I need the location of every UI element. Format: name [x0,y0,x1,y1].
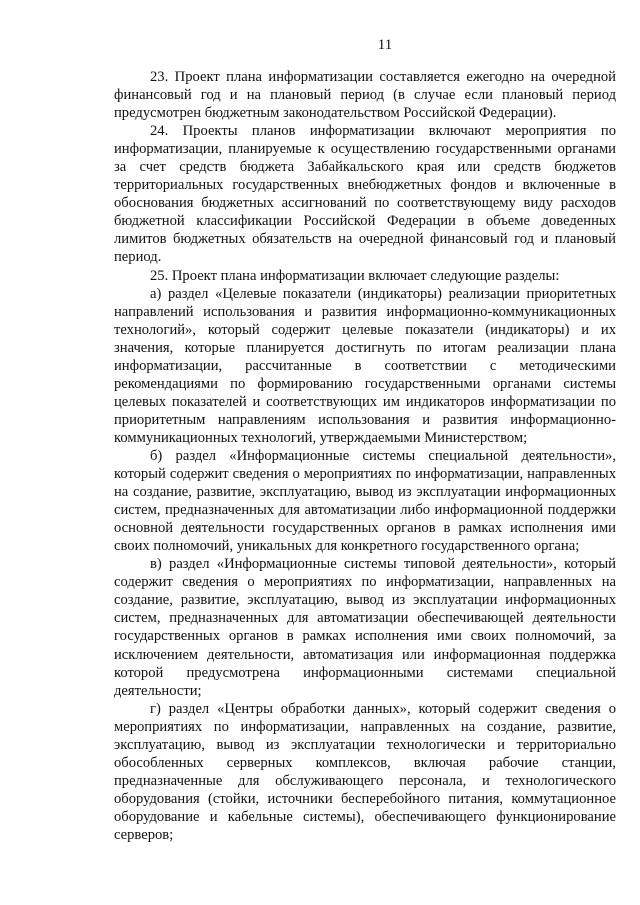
paragraph-25-v: в) раздел «Информационные системы типовой деятельности», который содержит сведения о мероприятиях по информатизации, направленных на создание, развитие, эксплуатацию, вывод из эксплуатации информационных систем, предназначенных для автоматизации обеспечивающей деятельности государственных органов в рамках исполнения ими своих полномочий, за исключением деятельности, автоматизация или информационная поддержка которой предусмотрена информационными системами специальной деятельности; [114,556,616,699]
paragraph-25-g: г) раздел «Центры обработки данных», который содержит сведения о мероприятиях по информатизации, направленных на создание, развитие, эксплуатацию, вывод из эксплуатации технологически и территориально обособленных серверных комплексов, включая рабочие станции, предназначенные для обслуживающего персонала, и технологического оборудования (стойки, источники бесперебойного питания, коммутационное оборудование и кабельные системы), обеспечивающего функционирование серверов; [114,700,616,843]
paragraph-24: 24. Проекты планов информатизации включают мероприятия по информатизации, планируемые к осуществлению государственными органами за счет средств бюджета Забайкальского края или средств бюджетов территориальных государственных внебюджетных фондов и включенные в обоснования бюджетных ассигнований по соответствующему виду расходов бюджетной классификации Российской Федерации в объеме доведенных лимитов бюджетных обязательств на очередной финансовый год и плановый период. [114,123,616,266]
document-page [114,36,616,844]
paragraph-25: 25. Проект плана информатизации включает следующие разделы: [150,267,560,284]
paragraph-25-b: б) раздел «Информационные системы специальной деятельности», который содержит сведения о мероприятиях по информатизации, направленных на создание, развитие, эксплуатацию, вывод из эксплуатации информационных систем, предназначенных для автоматизации либо информационной поддержки основной деятельности государственных органов в рамках исполнения ими своих полномочий, уникальных для конкретного государственного органа; [114,447,616,555]
paragraph-25-a: а) раздел «Целевые показатели (индикаторы) реализации приоритетных направлений использования и развития информационно-коммуникационных технологий», который содержит целевые показатели (индикаторы) и их значения, которые планируется достигнуть по итогам реализации плана информатизации, рассчитанные в соответствии с методическими рекомендациями по формированию государственными органами системы целевых показателей и соответствующих им индикаторов информатизации по приоритетным направлениям использования и развития информационно-коммуникационных технологий, утверждаемыми Министерством; [114,285,616,446]
paragraph-23: 23. Проект плана информатизации составляется ежегодно на очередной финансовый год и на плановый период (в случае если плановый период предусмотрен бюджетным законодательством Российской Федерации). [114,69,616,122]
page-number: 11 [377,37,393,53]
